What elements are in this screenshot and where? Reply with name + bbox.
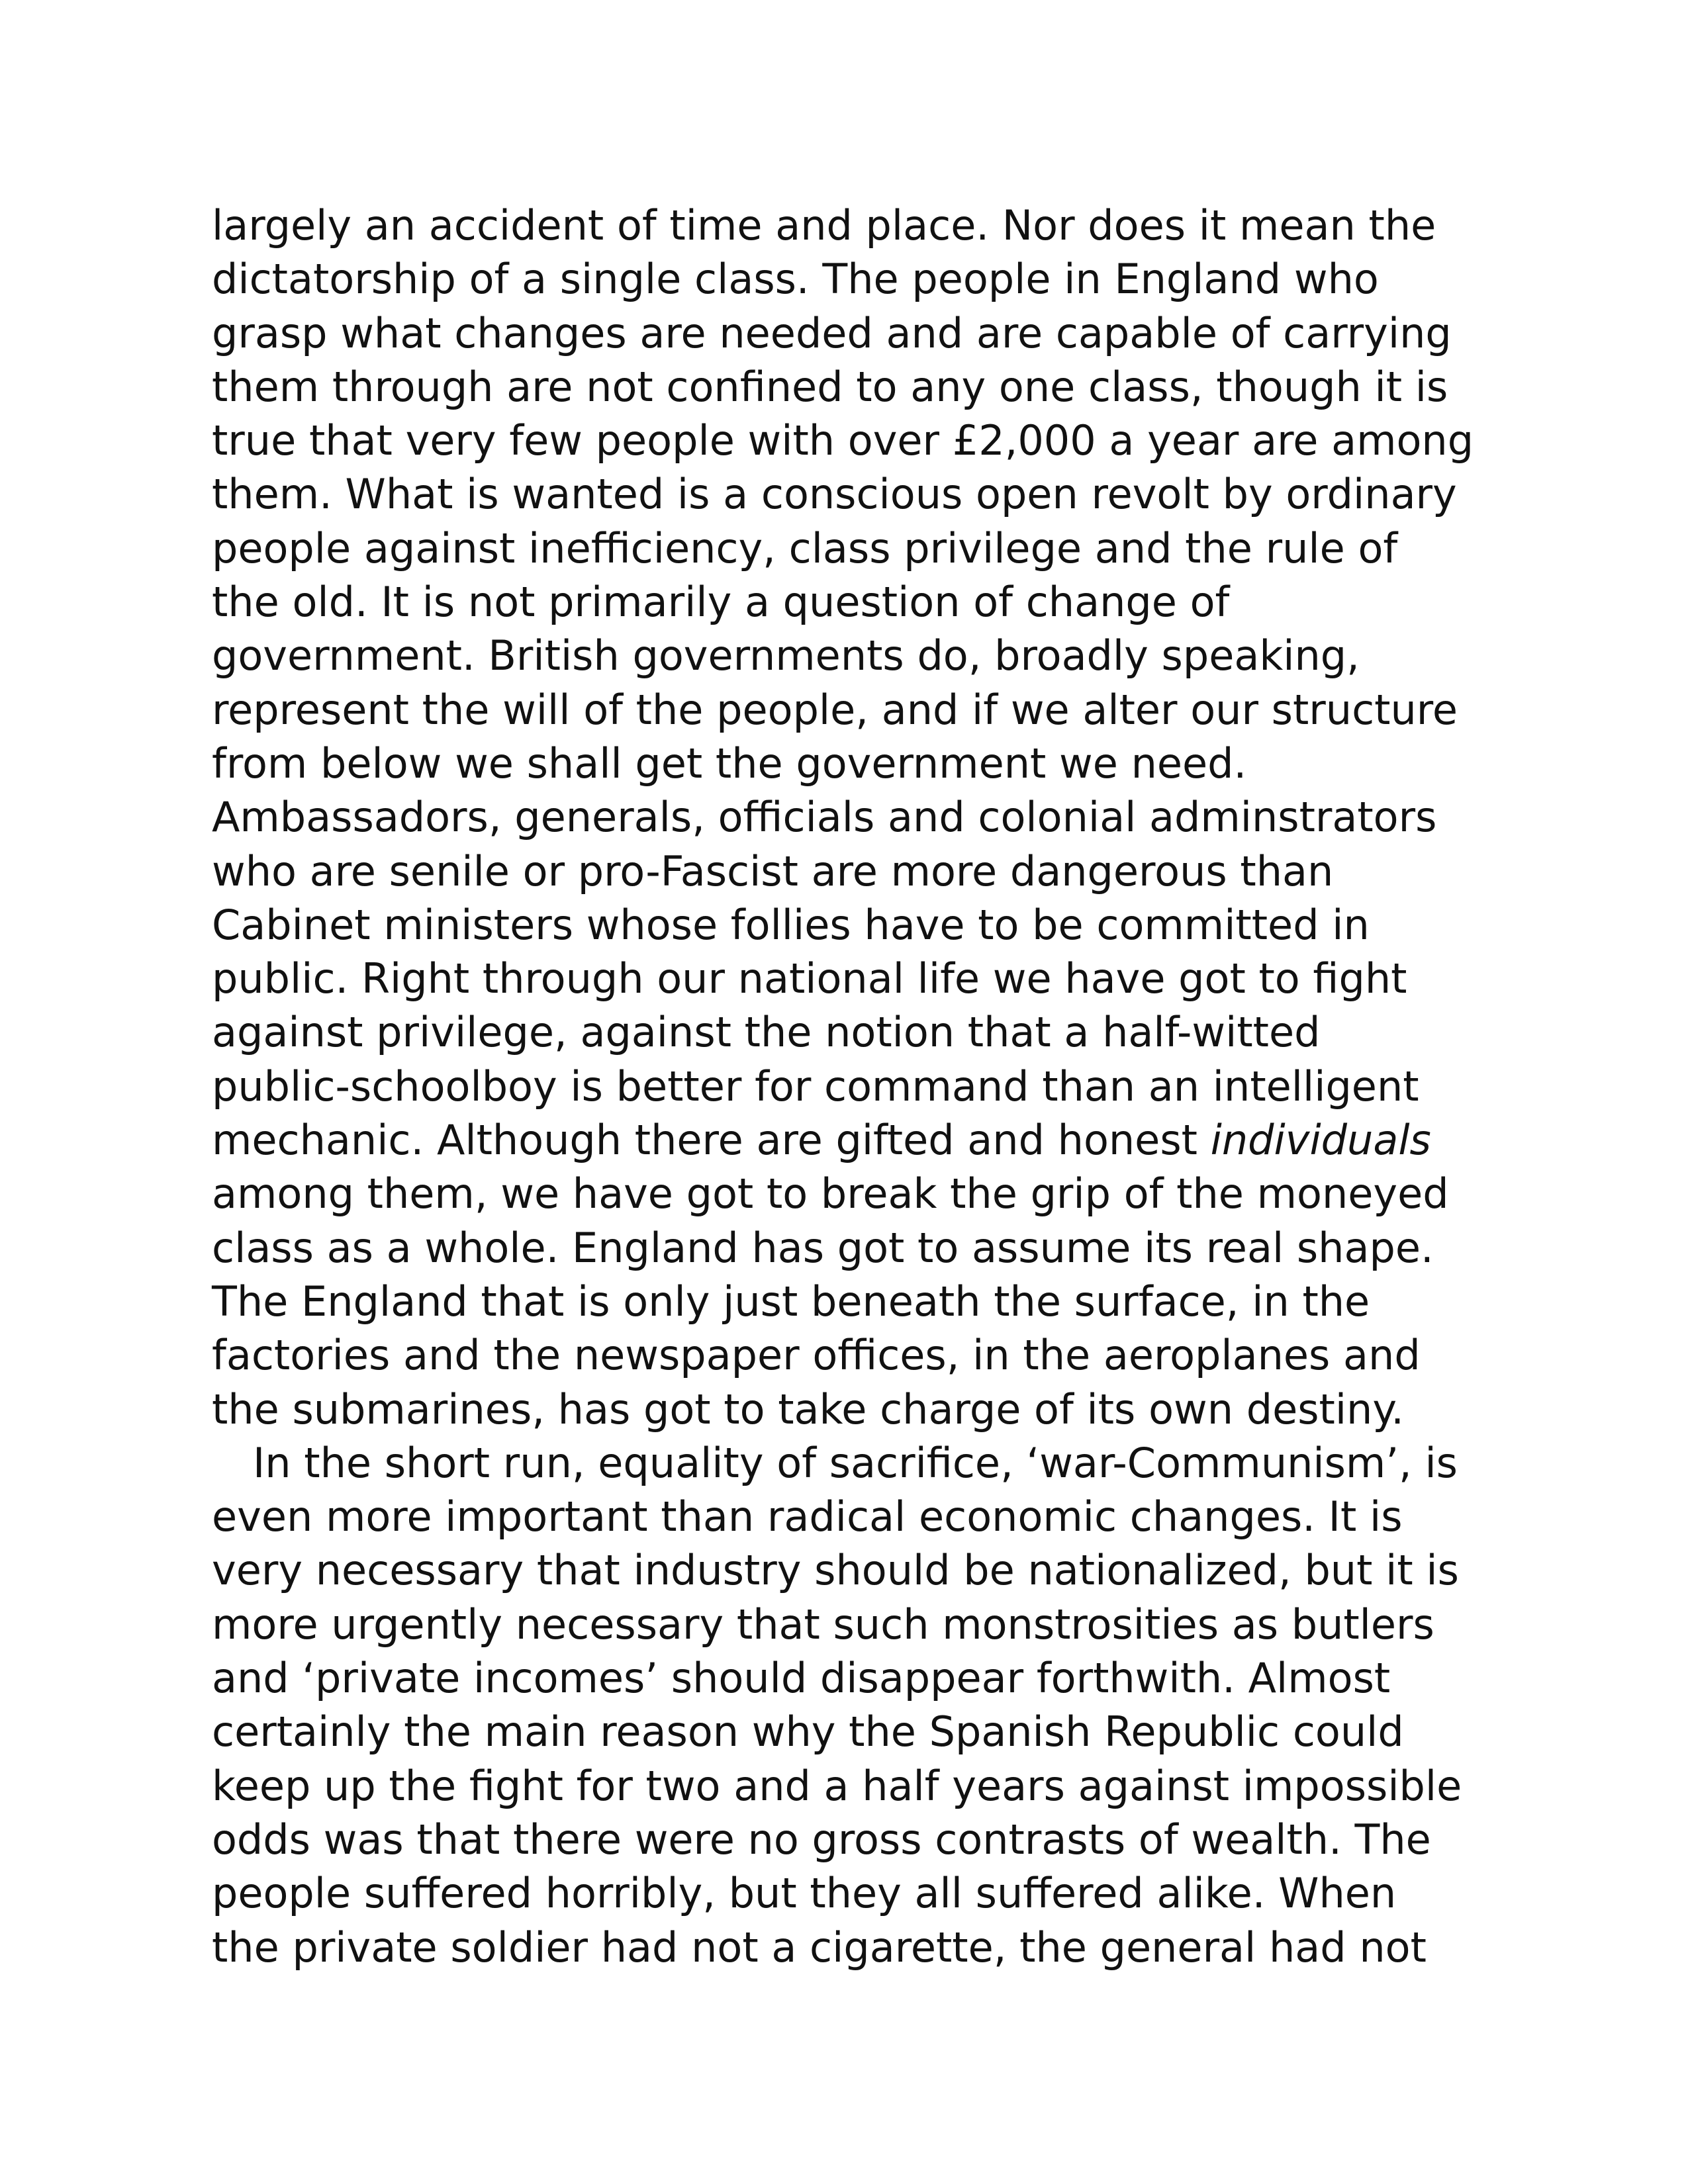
text-line: very necessary that industry should be nationalized, but it is — [212, 1546, 1459, 1595]
emphasized-word: individuals — [1210, 1116, 1431, 1165]
text-line: odds was that there were no gross contrasts of wealth. The — [212, 1815, 1431, 1864]
text-line: who are senile or pro-Fascist are more dangerous than — [212, 846, 1334, 895]
text-line: true that very few people with over £2,000 a year are among — [212, 416, 1474, 465]
text-line: grasp what changes are needed and are capable of carrying — [212, 308, 1452, 357]
text-line: Cabinet ministers whose follies have to be committed in — [212, 900, 1370, 949]
text-line: people against inefficiency, class privilege and the rule of — [212, 523, 1398, 572]
text-line: the private soldier had not a cigarette, the general had not — [212, 1923, 1427, 1972]
text-segment: mechanic. Although there are gifted and honest — [212, 1116, 1211, 1165]
text-line: keep up the fight for two and a half years against impossible — [212, 1761, 1462, 1810]
text-line: class as a whole. England has got to assume its real shape. — [212, 1223, 1434, 1272]
text-line: government. British governments do, broadly speaking, — [212, 631, 1360, 680]
text-line: from below we shall get the government we need. — [212, 739, 1247, 788]
text-line: and ‘private incomes’ should disappear forthwith. Almost — [212, 1654, 1391, 1703]
text-line: Ambassadors, generals, officials and colonial adminstrators — [212, 793, 1437, 842]
text-line: largely an accident of time and place. Nor does it mean the — [212, 201, 1436, 250]
text-line: more urgently necessary that such monstrosities as butlers — [212, 1600, 1434, 1649]
text-line: the submarines, has got to take charge of its own destiny. — [212, 1385, 1404, 1433]
text-line: dictatorship of a single class. The people in England who — [212, 255, 1379, 304]
text-line: even more important than radical economic changes. It is — [212, 1492, 1403, 1541]
text-line: them. What is wanted is a conscious open revolt by ordinary — [212, 470, 1457, 519]
text-line: public. Right through our national life we have got to fight — [212, 954, 1407, 1003]
text-line: factories and the newspaper offices, in the aeroplanes and — [212, 1331, 1421, 1380]
text-line: the old. It is not primarily a question of change of — [212, 578, 1230, 627]
text-line: them through are not confined to any one class, though it is — [212, 362, 1448, 411]
body-text — [212, 199, 1509, 1974]
text-line: certainly the main reason why the Spanish Republic could — [212, 1707, 1404, 1756]
paragraph-start-line: In the short run, equality of sacrifice, ‘war-Communism’, is — [253, 1438, 1458, 1487]
text-line: among them, we have got to break the grip of the moneyed — [212, 1169, 1449, 1218]
text-line: represent the will of the people, and if we alter our structure — [212, 685, 1458, 734]
text-line: against privilege, against the notion that a half-witted — [212, 1008, 1321, 1057]
text-line-with-emphasis — [212, 1113, 1509, 1167]
text-line: The England that is only just beneath the surface, in the — [212, 1277, 1370, 1326]
text-line: people suffered horribly, but they all suffered alike. When — [212, 1869, 1397, 1918]
text-line: public-schoolboy is better for command than an intelligent — [212, 1062, 1419, 1111]
